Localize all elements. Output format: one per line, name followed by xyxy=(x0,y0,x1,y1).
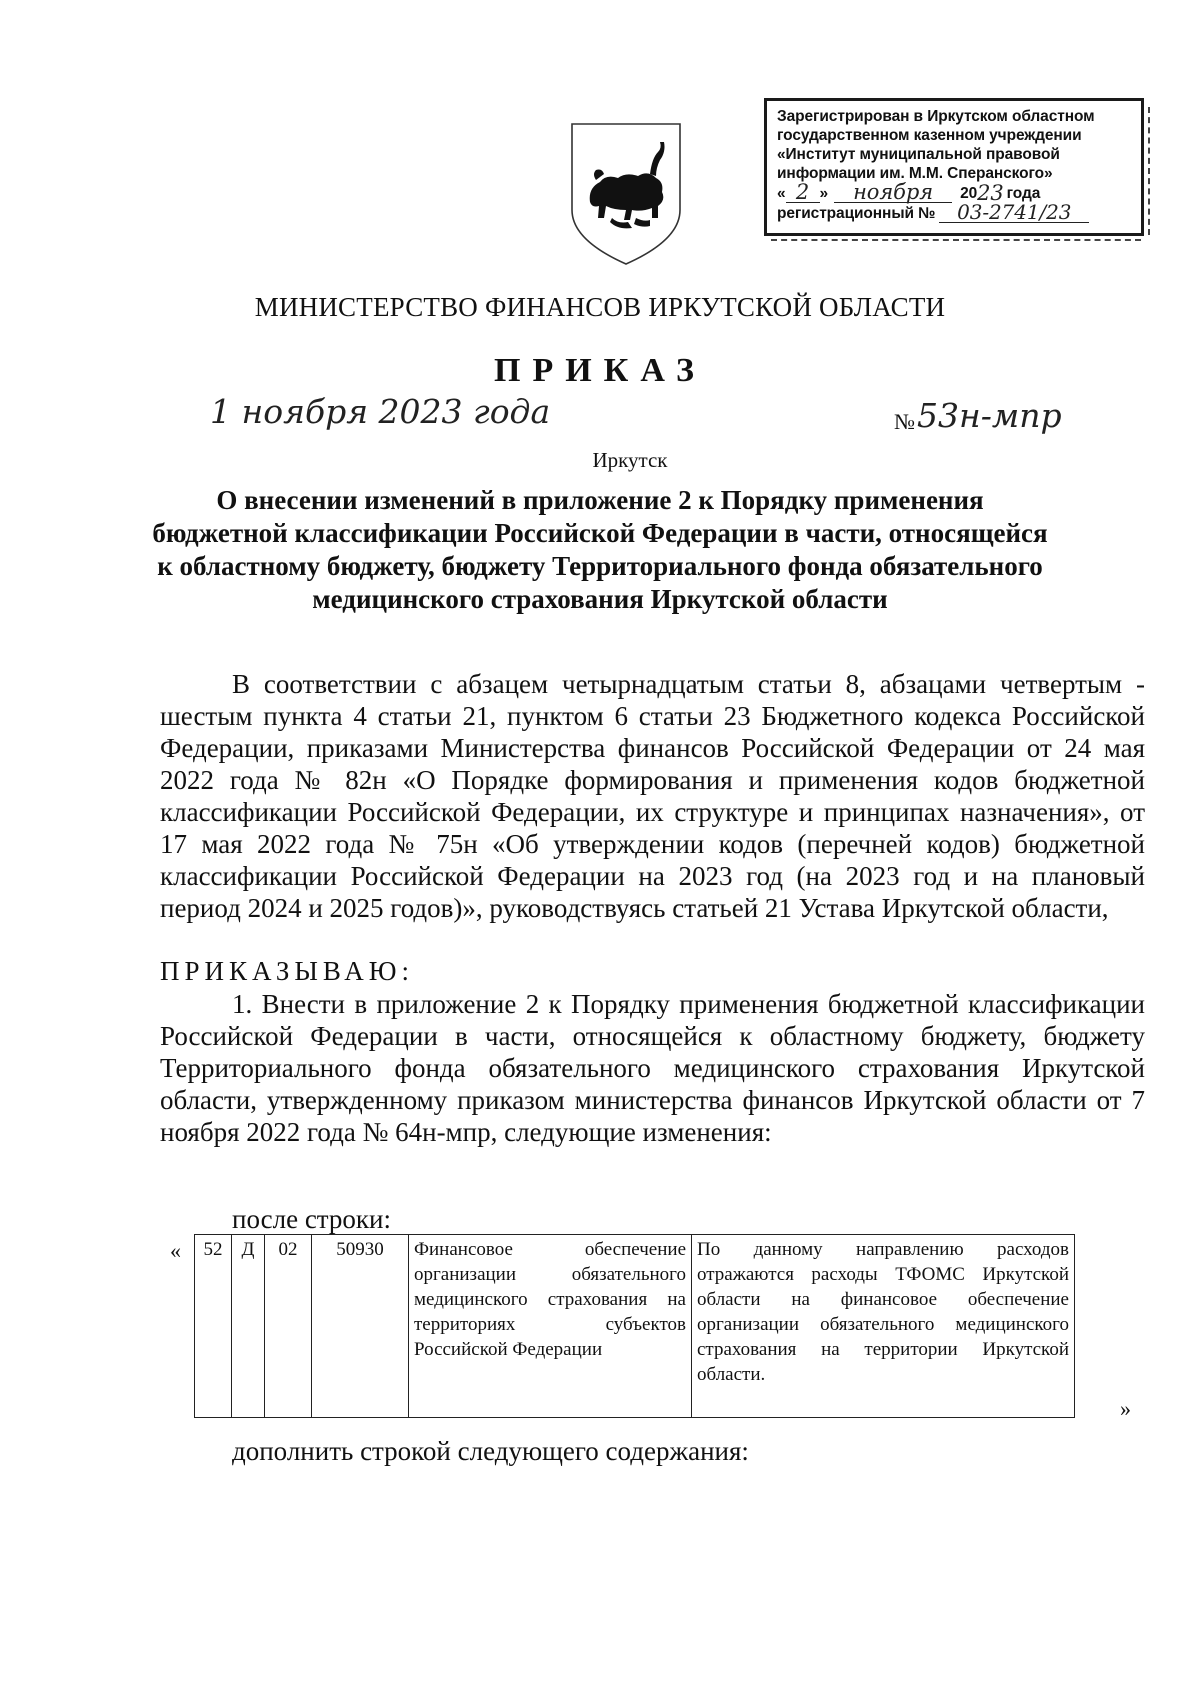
stamp-reg-line xyxy=(777,200,1133,224)
number-prefix: № xyxy=(894,409,915,434)
stamp-year-prefix: 20 xyxy=(960,185,978,202)
stamp-quote-open: « xyxy=(777,185,786,202)
ministry-name: МИНИСТЕРСТВО ФИНАНСОВ ИРКУТСКОЙ ОБЛАСТИ xyxy=(254,292,946,322)
handwritten-date: 1 ноября 2023 года xyxy=(210,392,551,431)
stamp-date-line xyxy=(777,180,1133,205)
stamp-month: ноября xyxy=(834,183,952,203)
after-row-label: после строки: xyxy=(232,1204,391,1234)
table-quote-close: » xyxy=(1120,1396,1131,1421)
expense-description-cell: По данному направлению расходов отражаются расходы ТФОМС Иркутской области на финансовое обеспечение организации обязательного медицинского страхования на территории Иркутской области. xyxy=(692,1235,1075,1418)
expense-name-cell: Финансовое обеспечение организации обязательного медицинского страхования на территориях субъектов Российской Федерации xyxy=(409,1235,692,1418)
supplement-label: дополнить строкой следующего содержания: xyxy=(232,1436,749,1466)
handwritten-number: 53н-мпр xyxy=(917,396,1062,435)
code-cell-4: 50930 xyxy=(312,1235,409,1418)
stamp-reg-label: регистрационный № xyxy=(777,205,936,222)
stamp-line-3: «Институт муниципальной правовой xyxy=(777,146,1060,163)
stamp-quote-close: » xyxy=(819,185,829,202)
code-cell-2: Д xyxy=(232,1235,265,1418)
code-cell-3: 02 xyxy=(265,1235,312,1418)
coat-of-arms-emblem xyxy=(566,118,686,268)
body-paragraph-2: 1. Внести в приложение 2 к Порядку применения бюджетной классификации Российской Федерации в части, относящейся к областному бюджету, бюджету Территориального фонда обязательного медицинского страхования Иркутской области, утвержденному приказом министерства финансов Иркутской области от 7 ноября 2022 года № 64н-мпр, следующие изменения: xyxy=(160,989,1145,1147)
body-paragraph-1: В соответствии с абзацем четырнадцатым статьи 8, абзацами четвертым - шестым пункта 4 статьи 21, пунктом 6 статьи 23 Бюджетного кодекса Российской Федерации, приказами Министерства финансов Российской Федерации от 24 мая 2022 года № 82н «О Порядке формирования и применения кодов бюджетной классификации Российской Федерации, их структуре и принципах назначения», от 17 мая 2022 года № 75н «Об утверждении кодов (перечней кодов) бюджетной классификации Российской Федерации на 2023 год (на 2023 год и на плановый период 2024 и 2025 годов)», руководствуясь статьей 21 Устава Иркутской области, xyxy=(160,669,1145,923)
order-number xyxy=(894,396,1062,435)
registration-stamp xyxy=(764,98,1144,236)
stamp-year-word: года xyxy=(1006,185,1041,202)
document-type: ПРИКАЗ xyxy=(494,352,706,389)
table-quote-open: « xyxy=(170,1238,181,1263)
code-cell-1: 52 xyxy=(195,1235,232,1418)
stamp-line-4: информации им. М.М. Сперанского» xyxy=(777,165,1053,182)
stamp-day: 2 xyxy=(786,183,820,203)
stamp-line-2: государственном казенном учреждении xyxy=(777,127,1082,144)
codes-table xyxy=(194,1234,1075,1418)
document-title: О внесении изменений в приложение 2 к Порядку применения бюджетной классификации Российской Федерации в части, относящейся к областному бюджету, бюджету Территориального фонда обязательного медицинского страхования Иркутской области xyxy=(152,485,1048,614)
stamp-reg-number: 03-2741/23 xyxy=(939,203,1089,223)
decree-word: ПРИКАЗЫВАЮ: xyxy=(160,956,414,986)
stamp-line-1: Зарегистрирован в Иркутском областном xyxy=(777,108,1095,125)
city: Иркутск xyxy=(592,448,668,472)
stamp-year-suffix: 23 xyxy=(977,181,1004,205)
table-row xyxy=(195,1235,1075,1418)
